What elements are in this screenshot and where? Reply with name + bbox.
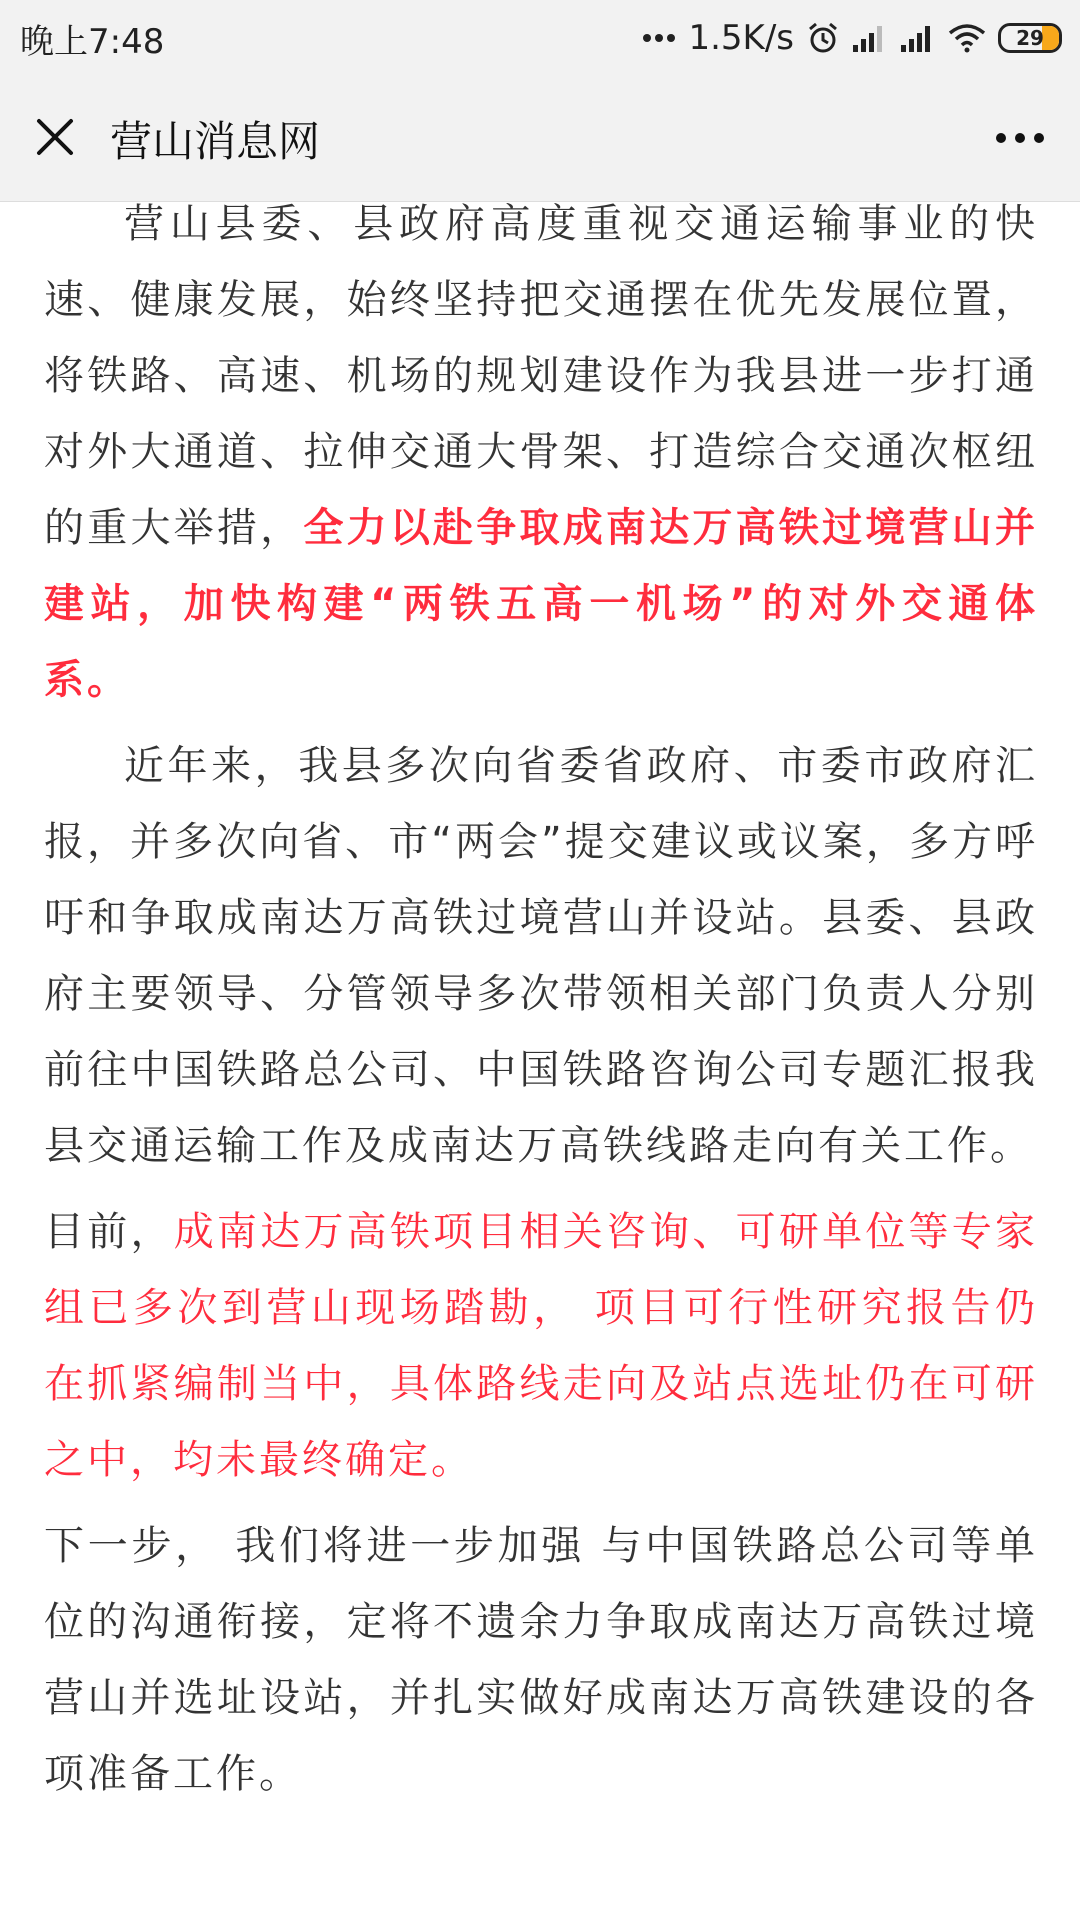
battery-indicator — [998, 23, 1062, 53]
paragraph-highlight: 全力以赴争取成南达万高铁过境营山并建站，加快构建“两铁五高一机场”的对外交通体系。 — [44, 505, 1039, 703]
more-icon — [995, 129, 1045, 148]
paragraph-text: 营山县委、县政府高度重视交通运输事业的快速、健康发展，始终坚持把交通摆在优先发展位置，将铁路、高速、机场的规划建设作为我县进一步打通对外大通道、拉伸交通大骨架、打造综合交通次枢纽的重大举措， — [44, 202, 1038, 551]
article-paragraph-3 — [44, 1194, 1038, 1498]
paragraph-highlight: 成南达万高铁项目相关咨询、可研单位等专家组已多次到营山现场踏勘， 项目可行性研究报告仍在抓紧编制当中，具体路线走向及站点选址仍在可研之中，均未最终确定。 — [44, 1209, 1039, 1483]
signal-icon — [852, 23, 888, 53]
status-time: 晚上7:48 — [20, 21, 165, 62]
paragraph-prefix: 目前， — [44, 1209, 174, 1255]
close-button[interactable] — [0, 76, 110, 202]
wifi-icon — [948, 23, 986, 53]
article-content[interactable] — [0, 202, 1080, 1920]
alarm-icon — [806, 21, 840, 55]
article-paragraph-4 — [44, 1508, 1038, 1812]
network-speed: 1.5K/s — [688, 18, 794, 58]
paragraph-text: 下一步， 我们将进一步加强 与中国铁路总公司等单位的沟通衔接，定将不遗余力争取成南达万高铁过境营山并选址设站，并扎实做好成南达万高铁建设的各项准备工作。 — [44, 1523, 1038, 1797]
battery-icon — [998, 23, 1062, 53]
battery-level: 29 — [1016, 26, 1044, 50]
more-options-button[interactable] — [960, 76, 1080, 202]
page-title: 营山消息网 — [110, 116, 321, 166]
more-dots-icon — [642, 32, 676, 44]
signal-icon — [900, 23, 936, 53]
article-paragraph-1 — [44, 202, 1038, 718]
paragraph-text: 近年来，我县多次向省委省政府、市委市政府汇报，并多次向省、市“两会”提交建议或议案，多方呼吁和争取成南达万高铁过境营山并设站。县委、县政府主要领导、分管领导多次带领相关部门负责人分别前往中国铁路总公司、中国铁路咨询公司专题汇报我县交通运输工作及成南达万高铁线路走向有关工作。 — [44, 743, 1038, 1169]
top-nav-bar — [0, 76, 1080, 202]
status-bar — [0, 0, 1080, 76]
article-paragraph-2 — [44, 728, 1038, 1184]
close-icon — [35, 117, 75, 161]
status-icons — [642, 18, 1062, 58]
